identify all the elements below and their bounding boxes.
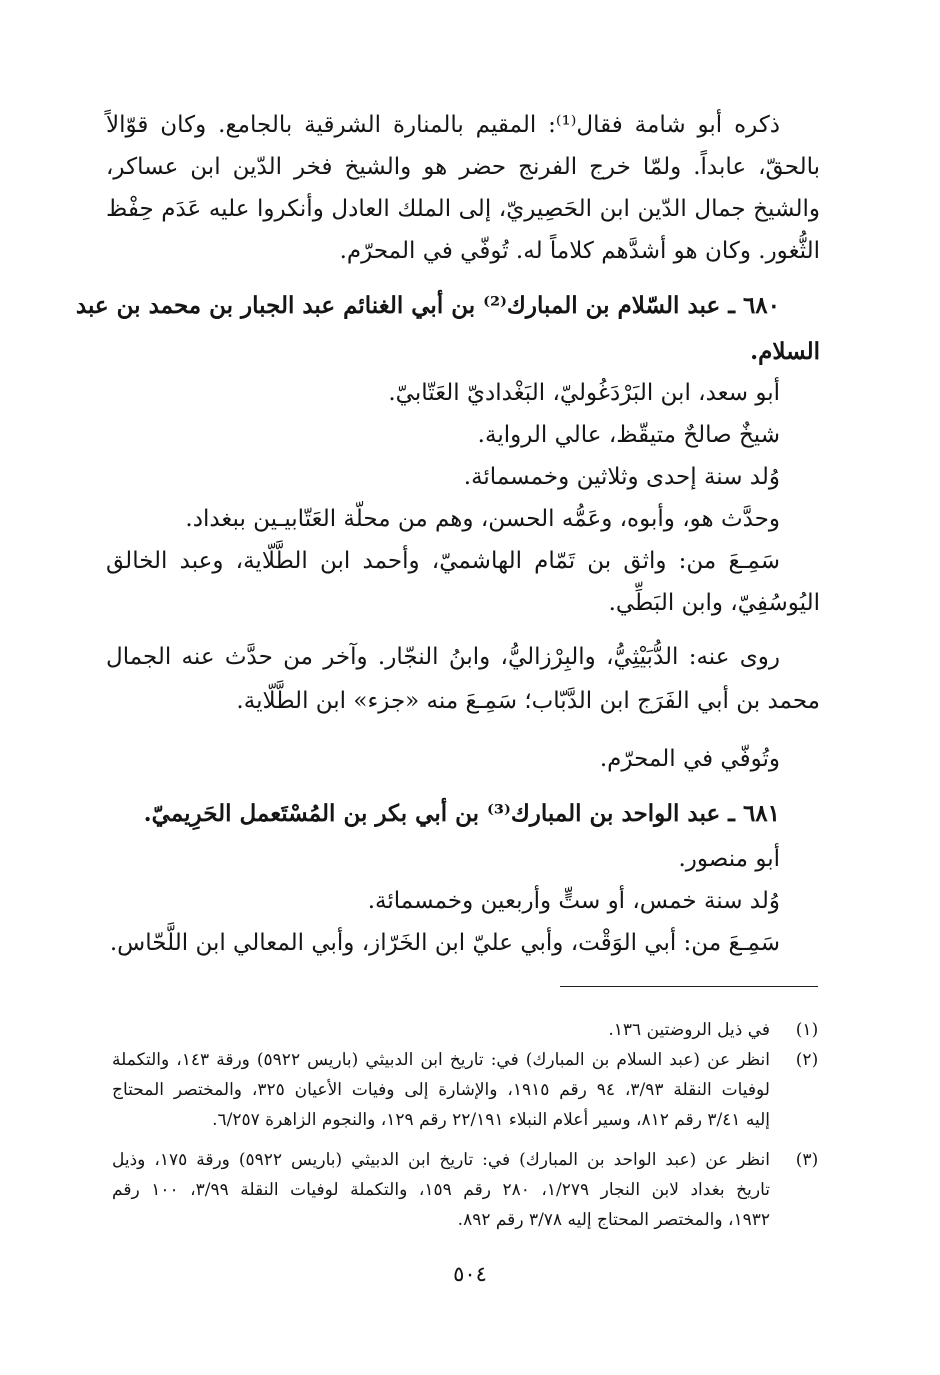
body-line: اليُوسُفِيّ، وابن البَطِّي. — [608, 590, 820, 616]
body-line: وُلد سنة إحدى وثلاثين وخمسمائة. — [463, 464, 780, 490]
body-line: روى عنه: الدُّبَيْثِيُّ، والبِرْزاليُّ، وابنُ النجّار. وآخر من حدَّث عنه الجمال — [106, 644, 780, 670]
body-line: شيخٌ صالحٌ متيقّظ، عالي الرواية. — [477, 422, 780, 448]
footnote-number: (٢) — [795, 1050, 819, 1070]
body-line: أبو سعد، ابن البَرْدَغُوليّ، البَغْداديّ العَتّابيّ. — [388, 380, 780, 406]
footnote-text: انظر عن (عبد السلام بن المبارك) في: تاريخ ابن الدبيثي (باريس ٥٩٢٢) ورقة ١٤٣، والتكملة — [112, 1050, 771, 1070]
footnote-number: (١) — [795, 1020, 819, 1040]
body-line: سَمِـعَ من: واثق بن تَمّام الهاشميّ، وأحمد ابن الطَّلّاية، وعبد الخالق — [106, 548, 780, 574]
body-line: وحدَّث هو، وأبوه، وعَمُّه الحسن، وهم من محلّة العَتّابيـين ببغداد. — [185, 506, 780, 532]
entry-heading-680-cont: السلام. — [750, 338, 820, 365]
body-line: سَمِـعَ من: أبي الوَقْت، وأبي عليّ ابن الخَرّاز، وأبي المعالي ابن اللَّحّاس. — [109, 930, 780, 956]
footnote-text: إليه ٣/٤١ رقم ٨١٢، وسير أعلام النبلاء ٢٢/١٩١ رقم ١٢٩، والنجوم الزاهرة ٦/٢٥٧. — [212, 1110, 770, 1130]
page-number: ٥٠٤ — [453, 1262, 487, 1286]
body-line: وُلد سنة خمس، أو ستٍّ وأربعين وخمسمائة. — [367, 888, 780, 914]
footnote-text: انظر عن (عبد الواحد بن المبارك) في: تاريخ ابن الدبيثي (باريس ٥٩٢٢) ورقة ١٧٥، وذيل — [112, 1150, 771, 1170]
footnote-separator — [560, 986, 818, 987]
entry-heading-680: ٦٨٠ ـ عبد السّلام بن المبارك⁽²⁾ بن أبي الغنائم عبد الجبار بن محمد بن عبد — [75, 292, 780, 319]
body-line: ذكره أبو شامة فقال⁽¹⁾: المقيم بالمنارة الشرقية بالجامع. وكان قوّالاً — [106, 112, 781, 138]
footnote-text: ١٩٣٢، والمختصر المحتاج إليه ٣/٧٨ رقم ٨٩٢. — [457, 1210, 770, 1230]
body-line: والشيخ جمال الدّين ابن الحَصِيريّ، إلى الملك العادل وأنكروا عليه عَدَم حِفْظ — [106, 196, 820, 222]
footnote-text: لوفيات النقلة ٣/٩٣، ٩٤ رقم ١٩١٥، والإشارة إلى وفيات الأعيان ٣٢٥، والمختصر المحتاج — [112, 1080, 770, 1100]
body-line: أبو منصور. — [678, 846, 780, 872]
footnote-text: في ذيل الروضتين ١٣٦. — [608, 1020, 770, 1040]
body-line: بالحقّ، عابداً. ولمّا خرج الفرنج حضر هو والشيخ فخر الدّين ابن عساكر، — [106, 154, 820, 180]
footnote-number: (٣) — [795, 1150, 819, 1170]
footnote-text: تاريخ بغداد لابن النجار ١/٢٧٩، ٢٨٠ رقم ١٥٩، والتكملة لوفيات النقلة ٣/٩٩، ١٠٠ رقم — [112, 1180, 770, 1200]
body-line: الثُّغور. وكان هو أشدَّهم كلاماً له. تُوفّي في المحرّم. — [339, 238, 820, 264]
entry-heading-681: ٦٨١ ـ عبد الواحد بن المبارك⁽³⁾ بن أبي بكر بن المُسْتَعمل الحَرِيميّ. — [143, 800, 780, 827]
body-line: محمد بن أبي الفَرَج ابن الدَّبّاب؛ سَمِـعَ منه «جزء» ابن الطَّلّاية. — [236, 688, 820, 714]
body-line: وتُوفّي في المحرّم. — [599, 746, 780, 772]
